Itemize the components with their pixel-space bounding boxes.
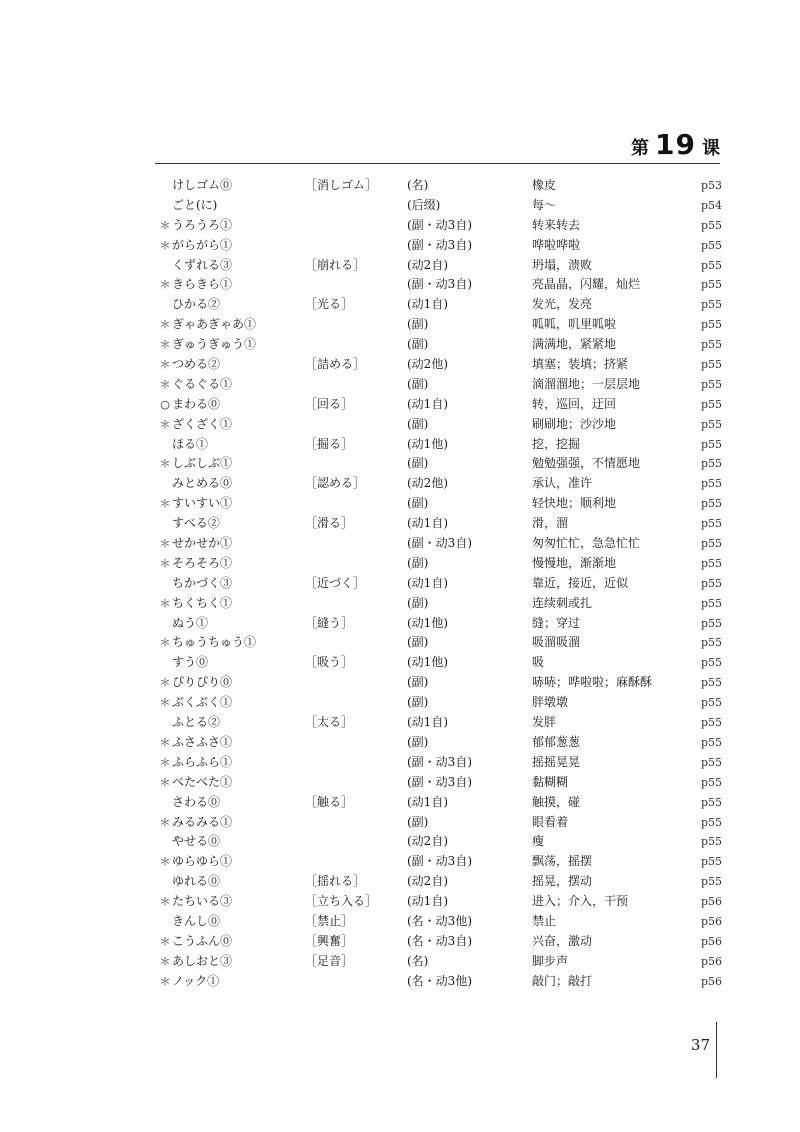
- vocab-row: [0, 932, 800, 952]
- vocab-meaning: 滴溜溜地；一层层地: [532, 376, 641, 391]
- vocab-kanji: ［掘る］: [305, 436, 354, 451]
- vocab-part-of-speech: (动2自): [407, 834, 448, 849]
- vocab-word: みとめる⓪: [172, 476, 233, 491]
- vocab-kanji: ［滑る］: [305, 516, 354, 531]
- vocab-word: すべる②: [172, 516, 220, 531]
- vocab-page-ref: p55: [700, 755, 722, 769]
- vocab-meaning: 填塞；装填；挤紧: [532, 357, 629, 372]
- vocab-row: [0, 295, 800, 315]
- vocab-meaning: 慢慢地，渐渐地: [532, 555, 617, 570]
- vocab-mark: ＊: [159, 775, 171, 789]
- vocab-word: がらがら①: [172, 237, 233, 252]
- vocab-word: ふさふさ①: [172, 734, 233, 749]
- vocab-word: まわる⓪: [172, 396, 221, 411]
- vocab-word: ぎゃあぎゃあ①: [172, 317, 257, 332]
- vocab-mark: ＊: [159, 755, 171, 769]
- vocab-mark: ＊: [159, 238, 171, 252]
- vocab-part-of-speech: (后缀): [407, 197, 441, 212]
- vocab-page-ref: p55: [700, 795, 722, 809]
- vocab-row: [0, 753, 800, 773]
- vocab-row: [0, 972, 800, 992]
- vocab-meaning: 连续刺或扎: [532, 595, 593, 610]
- vocab-part-of-speech: (动1他): [407, 615, 448, 630]
- vocab-page-ref: p55: [700, 656, 722, 670]
- vocab-word: ゆれる⓪: [172, 874, 221, 889]
- vocab-word: たちいる③: [172, 894, 233, 909]
- vocab-mark: ＊: [159, 556, 171, 570]
- vocab-word: ふらふら①: [172, 754, 233, 769]
- vocab-page-ref: p55: [700, 696, 722, 710]
- vocab-word: ほる①: [172, 436, 209, 451]
- vocab-row: [0, 216, 800, 236]
- vocab-part-of-speech: (动1他): [407, 436, 448, 451]
- vocab-word: すう⓪: [172, 655, 209, 670]
- vocab-page-ref: p55: [700, 815, 722, 829]
- vocab-part-of-speech: (副・动3自): [407, 277, 472, 292]
- vocab-meaning: 哗啦哗啦: [532, 237, 581, 252]
- vocab-part-of-speech: (副): [407, 555, 429, 570]
- vocab-page-ref: p55: [700, 676, 722, 690]
- vocab-word: やせる⓪: [172, 834, 221, 849]
- vocab-meaning: 进入；介入，干预: [532, 894, 629, 909]
- vocab-row: [0, 474, 800, 494]
- vocab-row: [0, 713, 800, 733]
- vocab-word: ノック①: [172, 973, 220, 988]
- vocab-meaning: 满满地，紧紧地: [532, 337, 617, 352]
- vocab-word: しぶしぶ①: [172, 456, 233, 471]
- vocab-part-of-speech: (动1自): [407, 794, 448, 809]
- vocab-mark: ＊: [159, 676, 171, 690]
- vocab-part-of-speech: (副・动3自): [407, 854, 472, 869]
- vocab-page-ref: p55: [700, 477, 722, 491]
- vocab-part-of-speech: (名): [407, 178, 429, 192]
- vocab-mark: ＊: [159, 974, 171, 988]
- vocab-page-ref: p55: [700, 636, 722, 650]
- vocab-word: ふとる②: [172, 715, 221, 730]
- vocab-mark: ＊: [159, 895, 171, 909]
- vocab-part-of-speech: (动2自): [407, 257, 448, 272]
- vocab-kanji: ［縫う］: [305, 615, 354, 630]
- vocab-part-of-speech: (副・动3自): [407, 754, 472, 769]
- vocab-meaning: 摇晃，摆动: [532, 874, 593, 889]
- vocab-page-ref: p55: [700, 377, 722, 391]
- vocab-word: つめる②: [172, 357, 221, 372]
- vocab-word: ちゅうちゅう①: [172, 635, 257, 650]
- vocab-word: ぐるぐる①: [172, 376, 233, 391]
- vocab-row: [0, 614, 800, 634]
- vocab-part-of-speech: (副・动3自): [407, 774, 472, 789]
- vocab-page-ref: p55: [700, 596, 722, 610]
- vocab-kanji: ［太る］: [305, 715, 354, 730]
- vocab-word: ざくざく①: [172, 416, 233, 431]
- vocab-meaning: 飘荡，摇摆: [532, 854, 593, 869]
- vocab-row: [0, 534, 800, 554]
- vocab-mark: ＊: [159, 954, 171, 968]
- vocab-word: けしゴム⓪: [172, 178, 233, 192]
- vocab-word: ごと(に): [172, 197, 218, 212]
- vocab-page-ref: p55: [700, 417, 722, 431]
- vocab-meaning: 呱呱，叽里呱啦: [532, 317, 617, 332]
- vocab-meaning: 挖，挖掘: [532, 436, 581, 451]
- page-number-rule: [716, 1022, 717, 1078]
- vocab-page-ref: p55: [700, 218, 722, 232]
- vocab-page-ref: p56: [700, 954, 722, 968]
- vocab-meaning: 吸溜吸溜: [532, 635, 581, 650]
- vocab-row: [0, 832, 800, 852]
- vocab-kanji: ［吸う］: [305, 655, 354, 670]
- vocab-page-ref: p55: [700, 835, 722, 849]
- vocab-row: [0, 554, 800, 574]
- vocab-page-ref: p55: [700, 775, 722, 789]
- vocab-part-of-speech: (副): [407, 814, 429, 829]
- vocab-mark: ＊: [159, 377, 171, 391]
- vocab-part-of-speech: (副): [407, 635, 429, 650]
- vocab-mark: ＊: [159, 338, 171, 352]
- vocab-word: くずれる③: [172, 257, 233, 272]
- vocab-part-of-speech: (副): [407, 695, 429, 710]
- vocab-meaning: 承认，准许: [532, 476, 593, 491]
- vocab-meaning: 勉勉强强，不情愿地: [532, 456, 641, 471]
- vocab-kanji: ［禁止］: [305, 913, 354, 928]
- vocab-row: [0, 256, 800, 276]
- vocab-part-of-speech: (动1自): [407, 516, 448, 531]
- vocab-row: [0, 773, 800, 793]
- vocab-mark: ＊: [159, 696, 171, 710]
- vocab-kanji: ［崩れる］: [305, 257, 366, 272]
- vocab-meaning: 转，巡回，迂回: [532, 396, 617, 411]
- vocab-part-of-speech: (副): [407, 337, 429, 352]
- vocab-part-of-speech: (副): [407, 496, 429, 511]
- vocab-page-ref: p55: [700, 735, 722, 749]
- vocab-mark: ＊: [159, 596, 171, 610]
- vocab-word: ぎゅうぎゅう①: [172, 337, 257, 352]
- vocab-meaning: 禁止: [532, 913, 557, 928]
- vocab-row: [0, 435, 800, 455]
- page-number: 37: [690, 1036, 710, 1054]
- vocab-part-of-speech: (副): [407, 456, 429, 471]
- vocab-page-ref: p56: [700, 914, 722, 928]
- vocab-word: こうふん⓪: [172, 933, 233, 948]
- vocab-meaning: 每～: [532, 197, 557, 212]
- vocab-row: [0, 733, 800, 753]
- vocab-page-ref: p55: [700, 556, 722, 570]
- vocab-meaning: 轻快地；顺利地: [532, 496, 617, 511]
- vocab-kanji: ［興奮］: [305, 933, 354, 948]
- vocab-row: [0, 176, 800, 196]
- vocab-row: [0, 793, 800, 813]
- vocab-page-ref: p56: [700, 974, 722, 988]
- vocab-kanji: ［近づく］: [305, 575, 366, 590]
- vocab-part-of-speech: (动2自): [407, 874, 448, 889]
- vocab-row: [0, 275, 800, 295]
- vocab-row: [0, 196, 800, 216]
- vocab-mark: ＊: [159, 537, 171, 551]
- vocab-mark: ＊: [159, 815, 171, 829]
- vocab-part-of-speech: (动2他): [407, 357, 448, 372]
- vocab-row: [0, 315, 800, 335]
- vocab-page-ref: p55: [700, 537, 722, 551]
- vocab-meaning: 坍塌，溃败: [532, 257, 593, 272]
- vocab-meaning: 匆匆忙忙，急急忙忙: [532, 536, 641, 551]
- vocab-mark: ＊: [159, 218, 171, 232]
- vocab-meaning: 黏糊糊: [532, 774, 569, 789]
- vocab-kanji: ［認める］: [305, 476, 366, 491]
- vocab-meaning: 眼看着: [532, 814, 569, 829]
- vocab-row: [0, 912, 800, 932]
- vocab-part-of-speech: (名・动3他): [407, 913, 472, 928]
- vocab-meaning: 发光，发亮: [532, 297, 593, 312]
- vocab-kanji: ［揺れる］: [305, 874, 366, 889]
- vocab-part-of-speech: (副・动3自): [407, 217, 472, 232]
- lesson-title-suffix: 课: [702, 138, 720, 159]
- header-divider: [155, 163, 720, 164]
- vocab-mark: ＊: [159, 358, 171, 372]
- vocab-row: [0, 355, 800, 375]
- vocab-page-ref: p55: [700, 517, 722, 531]
- vocab-page-ref: p55: [700, 358, 722, 372]
- vocab-row: [0, 236, 800, 256]
- vocab-mark: ＊: [159, 934, 171, 948]
- vocab-meaning: 脚步声: [532, 953, 569, 968]
- vocab-meaning: 滑，溜: [532, 516, 569, 531]
- vocab-word: そろそろ①: [172, 555, 233, 570]
- vocab-kanji: ［消しゴム］: [305, 178, 378, 192]
- vocab-part-of-speech: (副): [407, 595, 429, 610]
- vocab-mark: ＊: [159, 497, 171, 511]
- vocab-page-ref: p55: [700, 576, 722, 590]
- vocab-part-of-speech: (副): [407, 734, 429, 749]
- vocab-row: [0, 335, 800, 355]
- vocab-part-of-speech: (副): [407, 376, 429, 391]
- vocab-word: ぴりぴり⓪: [172, 675, 233, 690]
- vocab-row: [0, 872, 800, 892]
- vocab-page-ref: p55: [700, 397, 722, 411]
- vocab-part-of-speech: (动1自): [407, 894, 448, 909]
- vocab-mark: ＊: [159, 417, 171, 431]
- vocab-part-of-speech: (动1自): [407, 715, 448, 730]
- vocab-row: [0, 375, 800, 395]
- vocab-word: きんし⓪: [172, 913, 221, 928]
- vocab-page-ref: p56: [700, 895, 722, 909]
- vocab-meaning: 郁郁葱葱: [532, 734, 581, 749]
- vocab-page-ref: p55: [700, 616, 722, 630]
- vocab-mark: ＊: [159, 636, 171, 650]
- vocab-part-of-speech: (名): [407, 953, 429, 968]
- lesson-number: 19: [655, 128, 696, 161]
- vocab-kanji: ［足音］: [305, 953, 354, 968]
- vocab-part-of-speech: (副): [407, 675, 429, 690]
- vocab-part-of-speech: (副・动3自): [407, 237, 472, 252]
- vocab-row: [0, 514, 800, 534]
- vocab-part-of-speech: (动2他): [407, 476, 448, 491]
- vocab-page-ref: p55: [700, 258, 722, 272]
- vocab-word: みるみる①: [172, 814, 233, 829]
- vocab-mark: ＊: [159, 318, 171, 332]
- vocab-row: [0, 594, 800, 614]
- vocab-row: [0, 892, 800, 912]
- vocab-part-of-speech: (副): [407, 416, 429, 431]
- vocab-mark: ○: [160, 397, 170, 411]
- vocab-meaning: 靠近，接近，近似: [532, 575, 629, 590]
- vocab-row: [0, 395, 800, 415]
- vocab-part-of-speech: (动1自): [407, 297, 448, 312]
- vocab-mark: ＊: [159, 457, 171, 471]
- vocab-word: ゆらゆら①: [172, 854, 233, 869]
- vocab-word: さわる⓪: [172, 794, 221, 809]
- vocab-page-ref: p55: [700, 238, 722, 252]
- vocab-mark: ＊: [159, 735, 171, 749]
- vocab-word: ぬう①: [172, 615, 209, 630]
- vocab-kanji: ［触る］: [305, 794, 354, 809]
- vocab-part-of-speech: (动1自): [407, 396, 448, 411]
- vocab-kanji: ［光る］: [305, 297, 354, 312]
- vocab-word: ちかづく③: [172, 575, 233, 590]
- vocab-word: せかせか①: [172, 536, 233, 551]
- lesson-title: [631, 128, 720, 160]
- vocab-page-ref: p55: [700, 497, 722, 511]
- vocab-page-ref: p54: [700, 198, 722, 212]
- vocab-row: [0, 574, 800, 594]
- vocab-row: [0, 494, 800, 514]
- vocab-meaning: 亮晶晶，闪耀，灿烂: [532, 277, 641, 292]
- vocab-word: ちくちく①: [172, 595, 233, 610]
- vocab-page-ref: p55: [700, 457, 722, 471]
- vocab-meaning: 胖墩墩: [532, 695, 569, 710]
- vocab-page-ref: p53: [700, 179, 722, 192]
- vocab-meaning: 瘦: [532, 834, 545, 849]
- vocab-kanji: ［回る］: [305, 396, 354, 411]
- vocab-meaning: 缝；穿过: [532, 615, 581, 630]
- vocab-row: [0, 415, 800, 435]
- vocab-word: すいすい①: [172, 496, 233, 511]
- vocab-row: [0, 454, 800, 474]
- vocab-meaning: 刷刷地；沙沙地: [532, 416, 617, 431]
- vocab-part-of-speech: (名・动3他): [407, 973, 472, 988]
- vocab-row: [0, 852, 800, 872]
- vocab-page-ref: p55: [700, 278, 722, 292]
- vocab-page-ref: p55: [700, 298, 722, 312]
- vocab-row: [0, 633, 800, 653]
- vocab-part-of-speech: (名・动3自): [407, 933, 472, 948]
- lesson-title-prefix: 第: [631, 138, 650, 159]
- vocab-meaning: 橡皮: [532, 178, 557, 192]
- vocab-page-ref: p55: [700, 716, 722, 730]
- vocab-row: [0, 653, 800, 673]
- vocab-word: ぶくぶく①: [172, 695, 233, 710]
- vocab-page-ref: p55: [700, 437, 722, 451]
- vocab-word: ひかる②: [172, 297, 221, 312]
- vocab-part-of-speech: (动1自): [407, 575, 448, 590]
- vocab-page-ref: p55: [700, 855, 722, 869]
- vocab-page-ref: p56: [700, 934, 722, 948]
- vocab-meaning: 触摸，碰: [532, 794, 581, 809]
- vocab-kanji: ［立ち入る］: [305, 894, 378, 909]
- vocab-word: うろうろ①: [172, 217, 233, 232]
- vocabulary-list: [0, 176, 800, 992]
- vocab-row: [0, 693, 800, 713]
- vocab-part-of-speech: (副・动3自): [407, 536, 472, 551]
- vocab-word: きらきら①: [172, 277, 233, 292]
- vocab-part-of-speech: (副): [407, 317, 429, 332]
- vocab-meaning: 发胖: [532, 715, 557, 730]
- vocab-row: [0, 952, 800, 972]
- vocab-meaning: 摇摇晃晃: [532, 754, 581, 769]
- vocab-mark: ＊: [159, 855, 171, 869]
- vocab-part-of-speech: (动1他): [407, 655, 448, 670]
- vocab-meaning: 吸: [532, 655, 545, 670]
- vocab-meaning: 转来转去: [532, 217, 581, 232]
- vocab-word: あしおと③: [172, 953, 233, 968]
- vocab-row: [0, 673, 800, 693]
- vocab-meaning: 兴奋，激动: [532, 933, 593, 948]
- vocab-word: べたべた①: [172, 774, 233, 789]
- vocab-meaning: 敲门；敲打: [532, 973, 593, 988]
- vocab-mark: ＊: [159, 278, 171, 292]
- vocab-meaning: 哧哧；哗啦啦；麻酥酥: [532, 675, 653, 690]
- vocab-kanji: ［詰める］: [305, 357, 366, 372]
- vocab-page-ref: p55: [700, 338, 722, 352]
- vocab-page-ref: p55: [700, 875, 722, 889]
- vocab-row: [0, 813, 800, 833]
- vocab-page-ref: p55: [700, 318, 722, 332]
